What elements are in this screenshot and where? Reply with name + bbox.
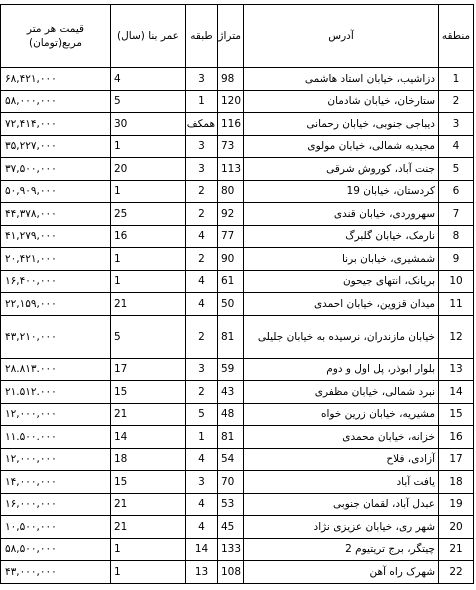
- cell-region: 9: [439, 248, 474, 271]
- cell-area: 81: [218, 315, 244, 358]
- table-row: [1, 158, 474, 181]
- cell-age: 15: [111, 381, 186, 404]
- cell-region: 11: [439, 293, 474, 316]
- cell-price: ۱۰,۵۰۰,۰۰۰: [1, 516, 111, 539]
- cell-floor: همکف: [186, 113, 218, 136]
- cell-price: ۳۷,۵۰۰,۰۰۰: [1, 158, 111, 181]
- table-row: [1, 493, 474, 516]
- cell-area: 81: [218, 426, 244, 449]
- table-row: [1, 538, 474, 561]
- cell-area: 61: [218, 270, 244, 293]
- cell-floor: 2: [186, 381, 218, 404]
- cell-price: ۳۵,۲۲۷,۰۰۰: [1, 135, 111, 158]
- cell-region: 1: [439, 68, 474, 91]
- cell-floor: 1: [186, 426, 218, 449]
- cell-address: نبرد شمالی، خیابان مظفری: [244, 381, 439, 404]
- cell-region: 4: [439, 135, 474, 158]
- cell-age: 20: [111, 158, 186, 181]
- cell-age: 1: [111, 248, 186, 271]
- table-row: [1, 448, 474, 471]
- cell-price: ۲۲,۱۵۹,۰۰۰: [1, 293, 111, 316]
- cell-age: 1: [111, 561, 186, 584]
- cell-floor: 3: [186, 158, 218, 181]
- cell-floor: 2: [186, 248, 218, 271]
- cell-address: شمشیری، خیابان برنا: [244, 248, 439, 271]
- cell-region: 6: [439, 180, 474, 203]
- table-row: [1, 135, 474, 158]
- cell-age: 4: [111, 68, 186, 91]
- cell-address: چیتگر، برج تریتیوم 2: [244, 538, 439, 561]
- cell-price: ۷۲,۴۱۴,۰۰۰: [1, 113, 111, 136]
- cell-floor: 3: [186, 471, 218, 494]
- cell-area: 59: [218, 358, 244, 381]
- cell-age: 21: [111, 403, 186, 426]
- cell-area: 90: [218, 248, 244, 271]
- cell-price: ۴۱,۲۷۹,۰۰۰: [1, 225, 111, 248]
- header-price: قیمت هر متر مربع(تومان): [1, 5, 111, 68]
- cell-age: 21: [111, 293, 186, 316]
- table-header-row: [1, 5, 474, 68]
- cell-region: 21: [439, 538, 474, 561]
- cell-floor: 2: [186, 180, 218, 203]
- table-row: [1, 113, 474, 136]
- cell-address: نارمک، خیابان گلبرگ: [244, 225, 439, 248]
- cell-region: 3: [439, 113, 474, 136]
- cell-area: 98: [218, 68, 244, 91]
- header-age: عمر بنا (سال): [111, 5, 186, 68]
- cell-address: ستارخان، خیابان شادمان: [244, 90, 439, 113]
- cell-age: 14: [111, 426, 186, 449]
- table-row: [1, 358, 474, 381]
- table-row: [1, 293, 474, 316]
- cell-price: ۶۸,۴۲۱,۰۰۰: [1, 68, 111, 91]
- cell-age: 1: [111, 180, 186, 203]
- table-row: [1, 381, 474, 404]
- cell-floor: 4: [186, 493, 218, 516]
- cell-area: 70: [218, 471, 244, 494]
- cell-area: 133: [218, 538, 244, 561]
- cell-region: 12: [439, 315, 474, 358]
- cell-price: ۲۸.۸۱۳.۰۰۰: [1, 358, 111, 381]
- table-row: [1, 471, 474, 494]
- cell-floor: 4: [186, 448, 218, 471]
- cell-address: شهرک راه آهن: [244, 561, 439, 584]
- cell-price: ۱۲,۰۰۰,۰۰۰: [1, 403, 111, 426]
- cell-area: 77: [218, 225, 244, 248]
- cell-region: 2: [439, 90, 474, 113]
- cell-floor: 4: [186, 293, 218, 316]
- table-row: [1, 315, 474, 358]
- cell-age: 1: [111, 270, 186, 293]
- cell-area: 50: [218, 293, 244, 316]
- table-row: [1, 68, 474, 91]
- header-address: آدرس: [244, 5, 439, 68]
- cell-floor: 4: [186, 516, 218, 539]
- cell-age: 21: [111, 493, 186, 516]
- header-floor: طبقه: [186, 5, 218, 68]
- cell-address: دیباجی جنوبی، خیابان رحمانی: [244, 113, 439, 136]
- cell-floor: 2: [186, 203, 218, 226]
- cell-price: ۱۱.۵۰۰.۰۰۰: [1, 426, 111, 449]
- table-row: [1, 403, 474, 426]
- cell-address: مجیدیه شمالی، خیابان مولوی: [244, 135, 439, 158]
- cell-floor: 4: [186, 270, 218, 293]
- cell-area: 113: [218, 158, 244, 181]
- cell-address: مشیریه، خیابان زرین خواه: [244, 403, 439, 426]
- cell-area: 116: [218, 113, 244, 136]
- price-table-container: [0, 4, 474, 584]
- cell-region: 18: [439, 471, 474, 494]
- cell-price: ۱۶,۴۰۰,۰۰۰: [1, 270, 111, 293]
- cell-age: 1: [111, 538, 186, 561]
- cell-address: سهروردی، خیابان قندی: [244, 203, 439, 226]
- cell-region: 20: [439, 516, 474, 539]
- cell-region: 7: [439, 203, 474, 226]
- cell-floor: 3: [186, 358, 218, 381]
- cell-region: 17: [439, 448, 474, 471]
- header-area: متراژ: [218, 5, 244, 68]
- cell-area: 54: [218, 448, 244, 471]
- cell-price: ۴۳,۰۰۰,۰۰۰: [1, 561, 111, 584]
- cell-address: بلوار ابوذر، پل اول و دوم: [244, 358, 439, 381]
- table-body: [1, 68, 474, 584]
- cell-region: 5: [439, 158, 474, 181]
- cell-price: ۱۶,۰۰۰,۰۰۰: [1, 493, 111, 516]
- table-row: [1, 270, 474, 293]
- cell-age: 30: [111, 113, 186, 136]
- cell-age: 17: [111, 358, 186, 381]
- cell-address: خزانه، خیابان محمدی: [244, 426, 439, 449]
- header-region: منطقه: [439, 5, 474, 68]
- cell-floor: 3: [186, 135, 218, 158]
- cell-address: شهر ری، خیابان عزیزی نژاد: [244, 516, 439, 539]
- cell-area: 43: [218, 381, 244, 404]
- cell-floor: 4: [186, 225, 218, 248]
- cell-price: ۱۲,۰۰۰,۰۰۰: [1, 448, 111, 471]
- cell-area: 108: [218, 561, 244, 584]
- cell-region: 8: [439, 225, 474, 248]
- cell-age: 16: [111, 225, 186, 248]
- cell-price: ۴۴,۳۷۸,۰۰۰: [1, 203, 111, 226]
- cell-floor: 1: [186, 90, 218, 113]
- cell-age: 15: [111, 471, 186, 494]
- cell-region: 16: [439, 426, 474, 449]
- cell-address: یافت آباد: [244, 471, 439, 494]
- table-row: [1, 516, 474, 539]
- cell-price: ۵۰,۹۰۹,۰۰۰: [1, 180, 111, 203]
- cell-region: 22: [439, 561, 474, 584]
- cell-floor: 3: [186, 68, 218, 91]
- cell-address: خیابان مازندران، نرسیده به خیابان جلیلی: [244, 315, 439, 358]
- cell-age: 21: [111, 516, 186, 539]
- cell-age: 25: [111, 203, 186, 226]
- cell-area: 53: [218, 493, 244, 516]
- cell-age: 18: [111, 448, 186, 471]
- cell-address: دزاشیب، خیابان استاد هاشمی: [244, 68, 439, 91]
- cell-address: بریانک، انتهای جیحون: [244, 270, 439, 293]
- cell-area: 48: [218, 403, 244, 426]
- cell-floor: 14: [186, 538, 218, 561]
- cell-address: آزادی، فلاح: [244, 448, 439, 471]
- cell-region: 10: [439, 270, 474, 293]
- table-row: [1, 203, 474, 226]
- cell-region: 14: [439, 381, 474, 404]
- cell-region: 15: [439, 403, 474, 426]
- cell-area: 92: [218, 203, 244, 226]
- cell-price: ۲۰,۴۲۱,۰۰۰: [1, 248, 111, 271]
- cell-area: 120: [218, 90, 244, 113]
- cell-floor: 13: [186, 561, 218, 584]
- cell-region: 13: [439, 358, 474, 381]
- cell-floor: 5: [186, 403, 218, 426]
- table-row: [1, 248, 474, 271]
- cell-age: 5: [111, 315, 186, 358]
- cell-age: 5: [111, 90, 186, 113]
- cell-price: ۲۱.۵۱۲.۰۰۰: [1, 381, 111, 404]
- cell-price: ۵۸,۰۰۰,۰۰۰: [1, 90, 111, 113]
- table-row: [1, 180, 474, 203]
- cell-address: کردستان، خیابان 19: [244, 180, 439, 203]
- cell-price: ۱۴,۰۰۰,۰۰۰: [1, 471, 111, 494]
- table-row: [1, 225, 474, 248]
- cell-area: 73: [218, 135, 244, 158]
- cell-area: 80: [218, 180, 244, 203]
- cell-region: 19: [439, 493, 474, 516]
- cell-floor: 2: [186, 315, 218, 358]
- table-row: [1, 426, 474, 449]
- table-row: [1, 561, 474, 584]
- cell-address: عبدل آباد، لقمان جنوبی: [244, 493, 439, 516]
- cell-price: ۵۸,۵۰۰,۰۰۰: [1, 538, 111, 561]
- cell-age: 1: [111, 135, 186, 158]
- table-row: [1, 90, 474, 113]
- cell-price: ۴۳,۲۱۰,۰۰۰: [1, 315, 111, 358]
- price-table: [0, 4, 474, 584]
- cell-address: جنت آباد، کوروش شرقی: [244, 158, 439, 181]
- cell-address: میدان قزوین، خیابان احمدی: [244, 293, 439, 316]
- cell-area: 45: [218, 516, 244, 539]
